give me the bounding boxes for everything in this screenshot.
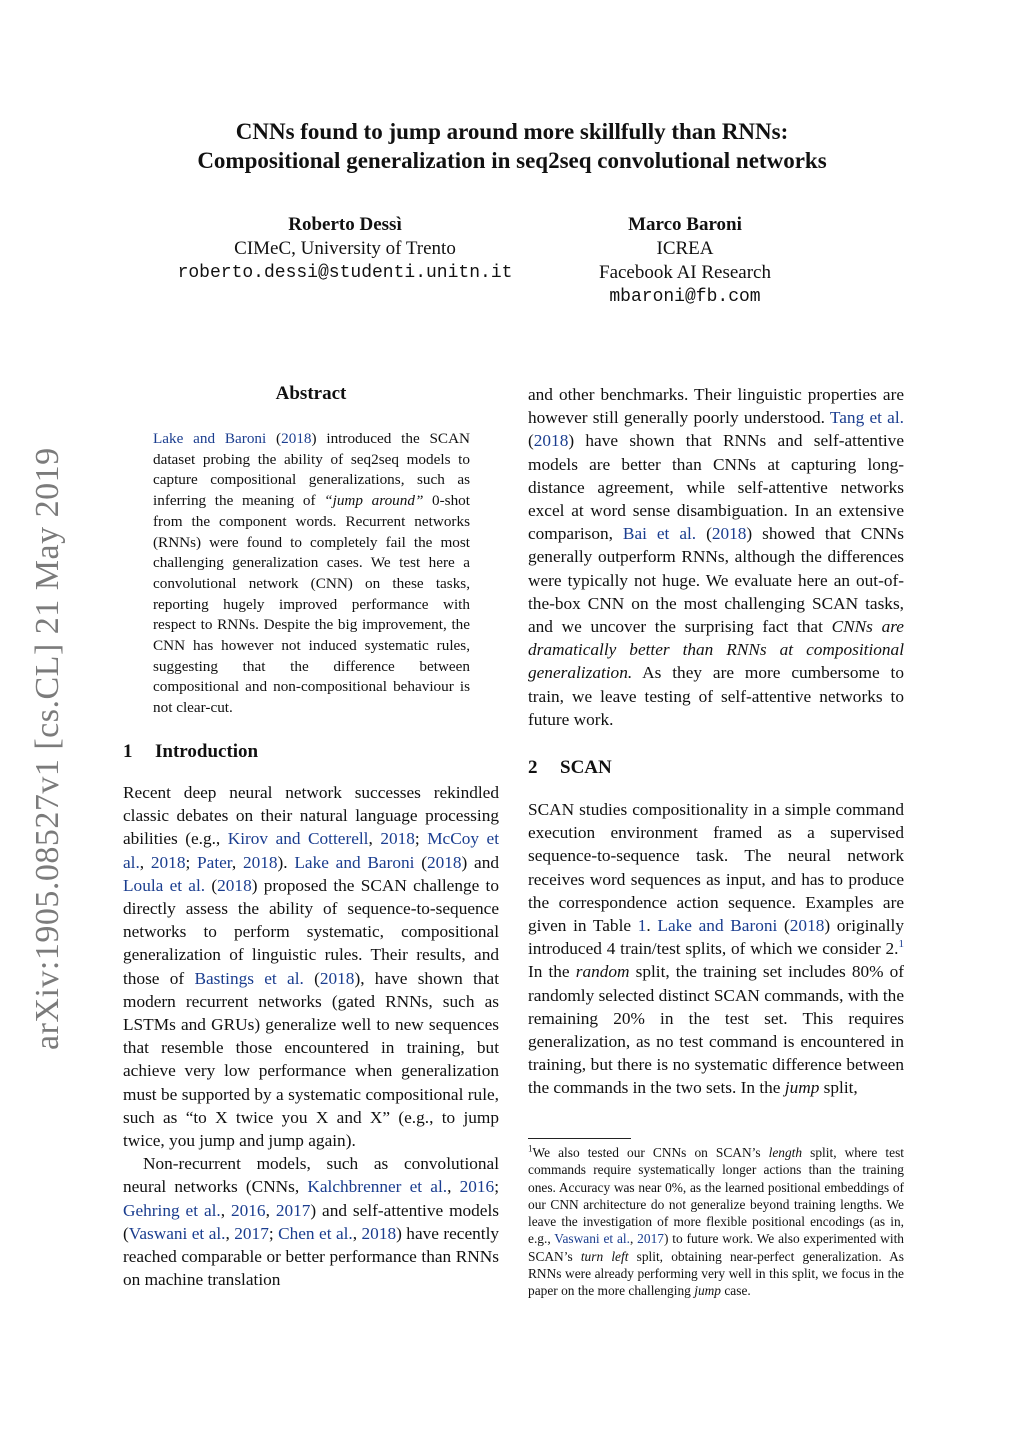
emphasis: random [575,962,630,982]
paragraph: SCAN studies compositionality in a simple command execution environment framed as a supervised sequence-to-sequence task. The neural network receives word sequences as input, and has to produce the correspondence action sequence. Examples are given in Table 1. Lake and Baroni (2018) originally introduced 4 train/test splits, of which we consider 2.$^1$ In the random split, the training set includes 80% of randomly selected distinct SCAN commands, with the remaining 20% in the test set. This requires generalization, as no test command is encountered in training, but there is no systematic difference between the commands in the two sets. In the jump split, [528,800,904,1098]
author-block-2 [575,213,795,309]
citation-link[interactable]: Pater [197,852,232,872]
author-affiliation: Facebook AI Research [599,262,771,283]
citation-link[interactable]: Bai et al. [622,524,697,544]
citation-link[interactable]: Gehring et al. [123,1200,221,1220]
citation-year-link[interactable]: 2018 [217,875,252,895]
citation-year-link[interactable]: 2016 [459,1177,495,1197]
author-email[interactable]: roberto.dessi@studenti.unitn.it [177,263,513,283]
citation-link[interactable]: Chen et al. [278,1223,353,1243]
citation-link[interactable]: Bastings et al. [194,968,304,988]
introduction-body [123,781,499,1291]
citation-link[interactable]: Lake and Baroni [294,852,415,872]
footnote-marker-link[interactable]: 1 [898,938,904,951]
citation-link[interactable]: Lake and Baroni [657,916,778,936]
abstract-heading: Abstract [275,383,347,404]
author-affiliation: CIMeC, University of Trento [234,238,456,259]
footnote: $^1$We also tested our CNNs on SCAN’s length split, where test commands require systematically longer actions than the training ones. Accuracy was near 0%, as the learned positional embeddings of our CNN architecture do not generalize beyond training lengths. We leave the investigation of more flexible positional encodings (as in, e.g., Vaswani et al., 2017) to future work. We also experimented with SCAN’s turn left split, obtaining near-perfect generalization. As RNNs were already performing very well in this split, we focus in the paper on the more challenging jump case. [528,1143,905,1299]
paragraph: Recent deep neural network successes rekindled classic debates on their natural language processing abilities (e.g., Kirov and Cotterell, 2018; McCoy et al., 2018; Pater, 2018). Lake and Baroni (2018) and Loula et al. (2018) proposed the SCAN challenge to directly assess the ability of sequence-to-sequence networks to perform systematic, compositional generalization of linguistic rules. Their results, and those of Bastings et al. (2018), have shown that modern recurrent networks (gated RNNs, such as LSTMs and GRUs) generalize well to new sequences that resemble those encountered in training, but achieve very low performance when generalization must be supported by a systematic compositional rule, such as “to X twice you X and X” (e.g., to jump twice, you jump and jump again). [123,783,500,1151]
author-affiliation: ICREA [656,238,714,259]
paper-title [120,117,904,175]
section-heading-scan [528,757,612,779]
arxiv-identifier: arXiv:1905.08527v1 [cs.CL] 21 May 2019 [29,447,66,1050]
citation-year-link[interactable]: 2017 [234,1223,269,1243]
citation-year-link[interactable]: 2017 [637,1231,664,1247]
author-block-1 [150,213,540,285]
citation-link[interactable]: Kirov and Cotterell [227,829,369,849]
citation-year-link[interactable]: 2018 [380,829,415,849]
right-column-intro-continued [528,383,904,731]
section-title: Introduction [155,741,259,762]
abstract-body: Lake and Baroni (2018) introduced the SCAN dataset probing the ability of seq2seq models to capture compositional generalizations, such as inferring the meaning of “jump around” 0-shot from the component words. Recurrent networks (RNNs) were found to completely fail the most challenging generalization cases. We test here a convolutional network (CNN) on these tasks, reporting hugely improved performance with respect to RNNs. Despite the big improvement, the CNN has however not induced systematic rules, suggesting that the difference between compositional and non-compositional behaviour is not clear-cut. [153,430,471,717]
citation-year-link[interactable]: 2018 [361,1223,397,1243]
footnote-divider [528,1138,631,1139]
table-reference-link[interactable]: 1 [637,916,647,936]
citation-year-link[interactable]: 2017 [275,1200,311,1220]
citation-year-link[interactable]: 2018 [789,916,825,936]
section-number: 2 [528,757,538,778]
citation-year-link[interactable]: 2016 [231,1200,266,1220]
section-heading-introduction [123,741,258,763]
citation-link[interactable]: Vaswani et al. [554,1231,630,1247]
author-email[interactable]: mbaroni@fb.com [609,287,761,307]
title-line-2: Compositional generalization in seq2seq convolutional networks [197,148,827,173]
scan-section-body [528,798,904,1100]
citation-year-link[interactable]: 2018 [242,852,278,872]
emphasis: CNNs are dramatically better than RNNs at compositional generalization. [528,617,904,683]
emphasis: jump [784,1078,820,1098]
citation-year-link[interactable]: 2018 [426,852,462,872]
citation-link[interactable]: Vaswani et al. [128,1223,226,1243]
author-name: Marco Baroni [628,214,742,235]
abstract-text: 0-shot from the component words. Recurrent networks (RNNs) were found to completely fail the most challenging generalization cases. We test here a convolutional network (CNN) on these tasks, reporting hugely improved performance with respect to RNNs. Despite the big improvement, the CNN has however not induced systematic rules, suggesting that the difference between compositional and non-compositional behaviour is not clear-cut. [153,492,470,717]
section-number: 1 [123,741,133,762]
citation-link[interactable]: McCoy et al. [123,829,500,872]
author-name: Roberto Dessì [288,214,402,235]
paragraph: and other benchmarks. Their linguistic properties are however still generally poorly understood. Tang et al. (2018) have shown that RNNs and self-attentive models are better than CNNs at capturing long-distance agreement, while self-attentive networks excel at word sense disambiguation. In an extensive comparison, Bai et al. (2018) showed that CNNs generally outperform RNNs, although the differences were typically not huge. We evaluate here an out-of-the-box CNN on the most challenging SCAN tasks, and we uncover the surprising fact that CNNs are dramatically better than RNNs at compositional generalization. As they are more cumbersome to train, we leave testing of self-attentive networks to future work. [528,385,905,729]
section-title: SCAN [560,757,612,778]
citation-year-link[interactable]: 2018 [150,852,186,872]
footnote-mark: 1 [528,1143,533,1154]
citation-year-link[interactable]: 2018 [711,524,747,544]
title-line-1: CNNs found to jump around more skillfully than RNNs: [235,119,789,144]
paragraph: Non-recurrent models, such as convolutional neural networks (CNNs, Kalchbrenner et al., 2016; Gehring et al., 2016, 2017) and self-attentive models (Vaswani et al., 2017; Chen et al., 2018) have recently reached comparable or better performance than RNNs on machine translation [123,1154,500,1290]
abstract-emphasis: “jump around” [324,492,424,510]
citation-year-link[interactable]: 2018 [533,431,569,451]
abstract-text: ) introduced the SCAN dataset probing the ability of seq2seq models to capture compositional generalizations, such as inferring the meaning of [153,430,471,510]
citation-link[interactable]: Tang et al. [829,408,904,428]
citation-link[interactable]: Loula et al. [123,875,206,895]
citation-year-link[interactable]: 2018 [319,968,355,988]
citation-year-link[interactable]: 2018 [281,430,312,447]
citation-link[interactable]: Lake and Baroni [153,430,267,447]
citation-link[interactable]: Kalchbrenner et al. [307,1177,448,1197]
